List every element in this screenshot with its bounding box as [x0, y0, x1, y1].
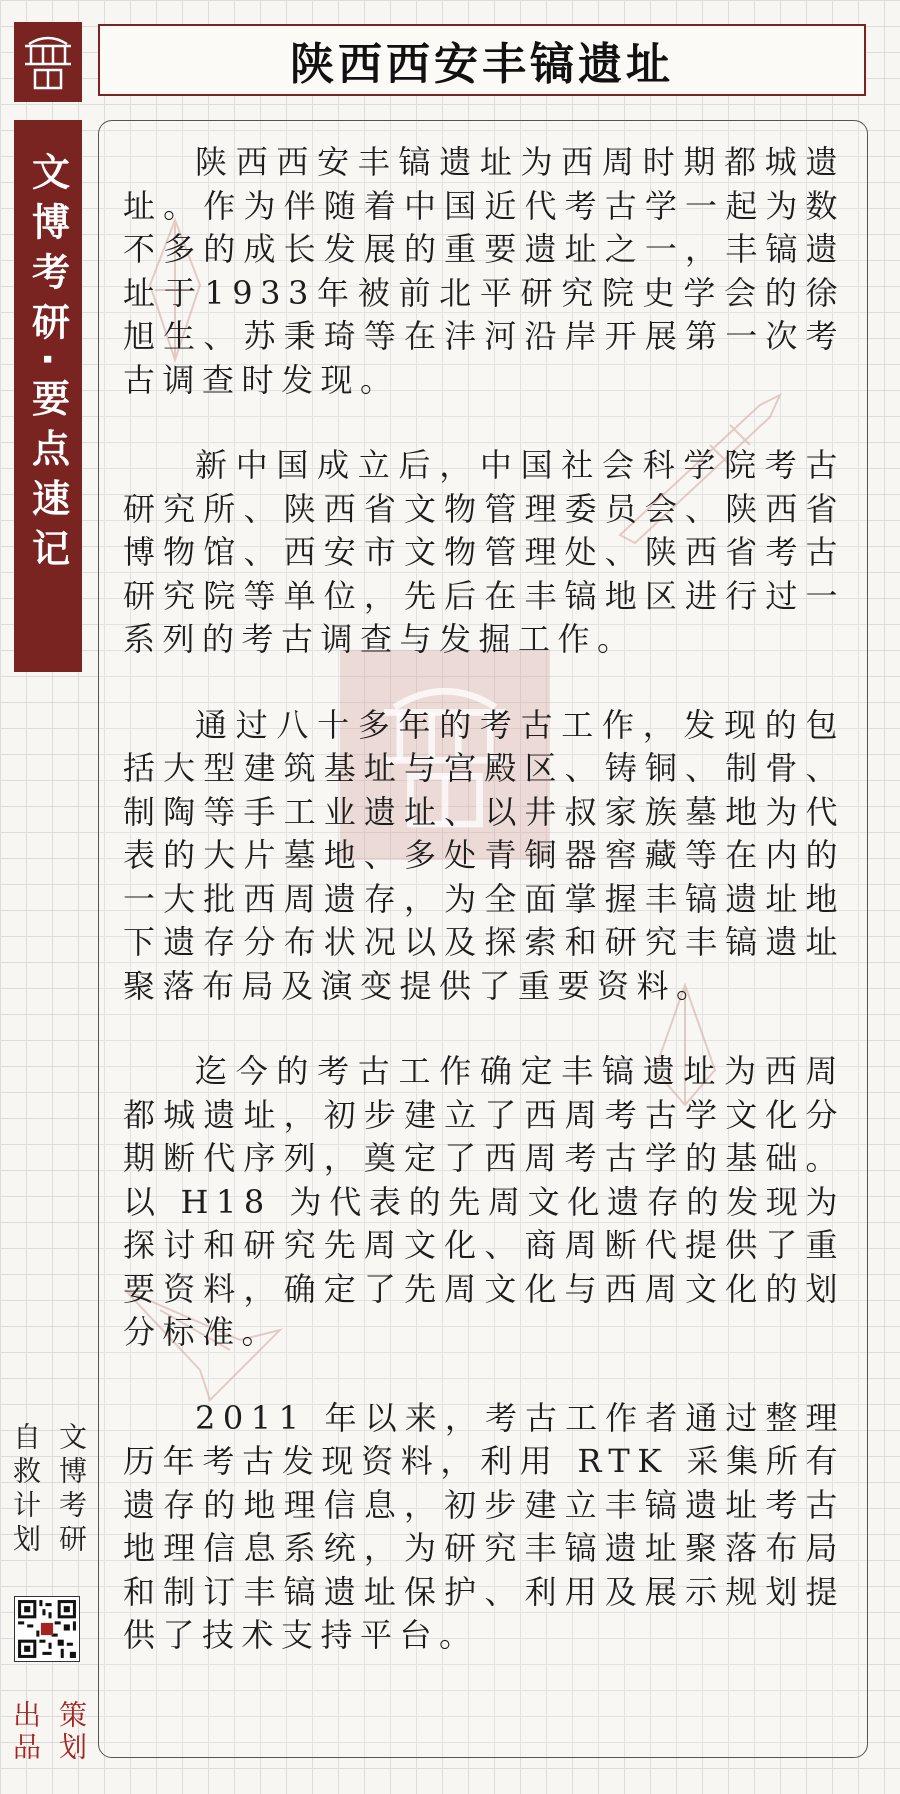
paragraph-5: 2011 年以来，考古工作者通过整理历年考古发现资料，利用 RTK 采集所有遗存的地理信息，初步建立丰镐遗址考古地理信息系统，为研究丰镐遗址聚落布局和制订丰镐遗址保护、利用及展示规划提供了技术支持平台。: [123, 1398, 845, 1654]
article-content: [98, 120, 868, 1758]
planner-column-1: 策划: [55, 1700, 88, 1764]
credit-block: [9, 1422, 88, 1558]
page-title: 陕西西安丰镐遗址: [290, 39, 674, 90]
paragraph-1: 陕西西安丰镐遗址为西周时期都城遗址。作为伴随着中国近代考古学一起为数不多的成长发展的重要遗址之一，丰镐遗址于1933年被前北平研究院史学会的徐旭生、苏秉琦等在沣河沿岸开展第一次考古调查时发现。: [123, 143, 845, 399]
side-banner-text: 文博考研·要点速记: [25, 152, 70, 579]
paragraph-4: 迄今的考古工作确定丰镐遗址为西周都城遗址，初步建立了西周考古学文化分期断代序列，奠定了西周考古学的基础。以 H18 为代表的先周文化遗存的发现为探讨和研究先周文化、商周断代提供了重要资料，确定了先周文化与西周文化的划分标准。: [123, 1052, 845, 1351]
credit-column-1: 文博考研: [55, 1422, 88, 1558]
credit-column-2: 自救计划: [9, 1422, 42, 1558]
qr-code-icon[interactable]: [14, 1596, 80, 1662]
side-banner: [14, 120, 82, 672]
paragraph-3: 通过八十多年的考古工作，发现的包括大型建筑基址与宫殿区、铸铜、制骨、制陶等手工业遗址、以井叔家族墓地为代表的大片墓地、多处青铜器窖藏等在内的一大批西周遗存，为全面掌握丰镐遗址地下遗存分布状况以及探索和研究丰镐遗址聚落布局及演变提供了重要资料。: [123, 705, 845, 1005]
page-title-box: [98, 24, 866, 96]
brand-logo-icon: [14, 22, 82, 102]
planner-block: [9, 1700, 88, 1764]
paragraph-2: 新中国成立后，中国社会科学院考古研究所、陕西省文物管理委员会、陕西省博物馆、西安市文物管理处、陕西省考古研究院等单位，先后在丰镐地区进行过一系列的考古调查与发掘工作。: [123, 446, 845, 658]
planner-column-2: 出品: [9, 1700, 42, 1764]
